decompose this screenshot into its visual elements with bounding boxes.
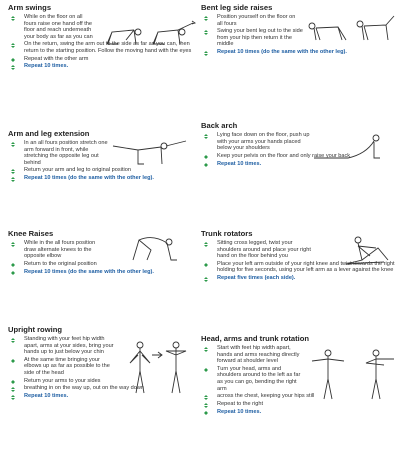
back-arch-illustration [308,128,398,162]
instruction-item: While on the floor on all fours raise one hand off the floor and reach underneath your body as far as you can [8,14,94,40]
repeat-instruction: Repeat 10 times. [8,393,200,400]
instruction-item: Standing with your feet hip width apart, arms at your sides, bring your hands up to just below your chin [8,336,118,356]
instruction-item: Position yourself on the floor on all fours [201,14,297,27]
instruction-item: Repeat to the right [201,401,397,408]
instruction-item: Repeat with the other arm [8,56,200,63]
exercise-title: Back arch [201,121,238,130]
repeat-instruction: Repeat 10 times (do the same with the other leg). [201,49,397,56]
arm-and-leg-extension-illustration [108,136,198,170]
instruction-item: Keep your pelvis on the floor and only raise your back [201,153,397,160]
repeat-instruction: Repeat 10 times. [201,409,397,416]
knee-raises-illustration [117,230,197,264]
exercise-title: Arm swings [8,3,52,12]
exercise-title: Knee Raises [8,229,54,238]
repeat-instruction: Repeat 10 times. [8,63,200,70]
instruction-item: Swing your bent leg out to the side from your hip then return it the middle [201,28,307,48]
exercise-title: Arm and leg extension [8,129,90,138]
exercise-title: Trunk rotators [201,229,253,238]
instruction-item: Return your arms to your sides [8,378,200,385]
instruction-item: across the chest, keeping your hips still [201,393,397,400]
upright-rowing-illustration [122,339,194,397]
instruction-item: Turn your head, arms and shoulders around to the left as far as you can go, bending the right arm [201,366,305,392]
trunk-rotators-illustration [340,234,398,270]
head-arms-trunk-rotation-illustration [306,345,398,403]
exercise-title: Bent leg side raises [201,3,273,12]
instruction-item: While in the all fours position draw alternate knees to the opposite elbow [8,240,102,260]
repeat-instruction: Repeat 10 times. [201,161,397,168]
arm-swings-illustration [98,18,198,50]
exercise-title: Upright rowing [8,325,62,334]
instruction-item: In an all fours position stretch one arm forward in front, while stretching the opposite leg out behind [8,140,110,166]
instruction-item: Place your left arm outside of your right knee and twist towards the right holding for five seconds, using your left arm as a lever against the knee [201,261,397,274]
instruction-item: At the same time bringing your elbows up as far as possible to the side of the head [8,357,118,377]
repeat-instruction: Repeat 10 times (do the same with the other leg). [8,175,200,182]
instruction-item: Return your arm and leg to original position [8,167,200,174]
instruction-item: Lying face down on the floor, push up with your arms your hands placed below your shoulders [201,132,313,152]
instruction-item: Start with feet hip width apart, hands and arms reaching directly forward at shoulder level [201,345,305,365]
bent-leg-side-raises-illustration [298,10,398,46]
exercise-title: Head, arms and trunk rotation [201,334,310,343]
instruction-item: Return to the original position [8,261,200,268]
repeat-instruction: Repeat five times (each side). [201,275,397,282]
instruction-item: On the return, swing the arm out to the side as far as you can, then return to the starting position. Follow the moving hand with the eyes [8,41,200,54]
instruction-item: Sitting cross legged, twist your shoulders around and place your right hand on the floor behind you [201,240,317,260]
instruction-item: breathing in on the way up, out on the way down [8,385,200,392]
repeat-instruction: Repeat 10 times (do the same with the other leg). [8,269,200,276]
